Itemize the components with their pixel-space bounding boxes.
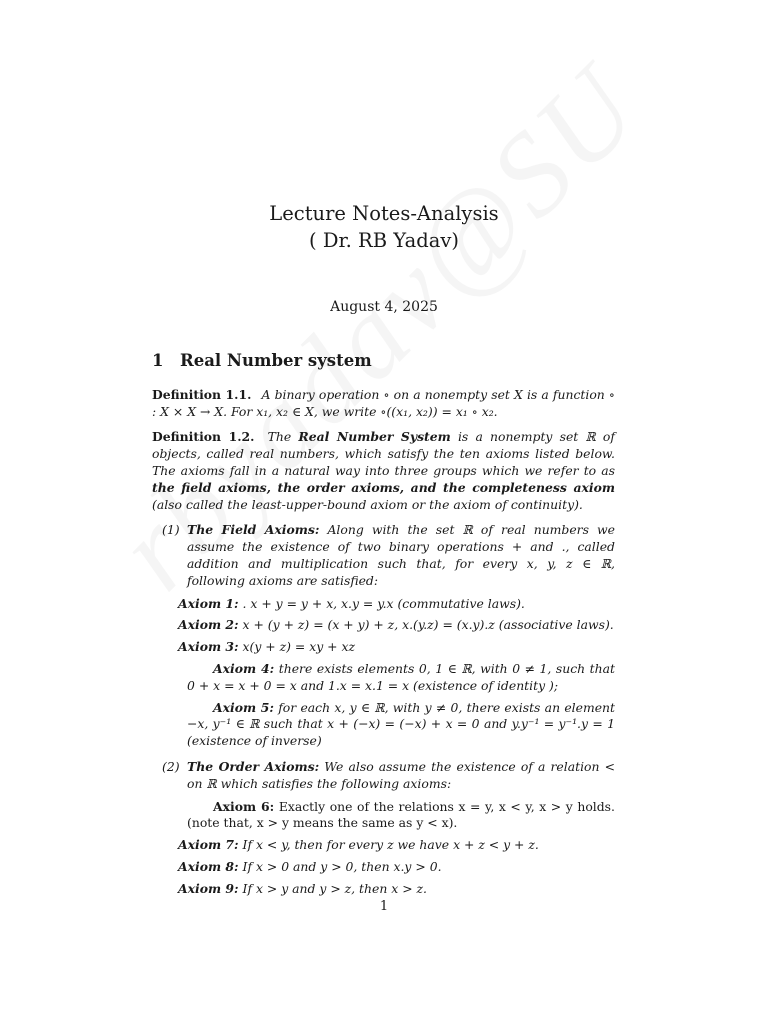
- item-heading: The Order Axioms:: [187, 758, 320, 774]
- axiom-label: Axiom 5:: [213, 699, 274, 715]
- axiom-text: If x > y and y > z, then x > z.: [242, 880, 427, 896]
- title-block: [0, 200, 768, 254]
- axiom-label: Axiom 1:: [178, 595, 239, 611]
- definition-emphasis: Real Number System: [298, 429, 451, 445]
- definition-text: The: [267, 429, 292, 445]
- axiom-text: there exists elements 0, 1 ∈ ℝ, with 0 ≠ 1, such that 0 + x = x + 0 = x and 1.x = x.1 = x (existence of identity );: [187, 660, 615, 693]
- item-text: We also assume the existence of a relation < on ℝ which satisfies the following axioms:: [187, 758, 615, 791]
- definition-text: (also called the least-upper-bound axiom or the axiom of continuity).: [152, 496, 583, 512]
- axiom-label: Axiom 3:: [178, 639, 239, 655]
- document-title: Lecture Notes-Analysis: [269, 202, 499, 225]
- axiom-7: [152, 837, 615, 854]
- document-date: August 4, 2025: [330, 299, 438, 315]
- axiom-8: [152, 859, 615, 876]
- axiom-label: Axiom 9:: [178, 880, 239, 896]
- axiom-text: If x > 0 and y > 0, then x.y > 0.: [242, 858, 442, 874]
- document-author: ( Dr. RB Yadav): [309, 229, 459, 252]
- axiom-4: [187, 661, 615, 695]
- definition-heading: Definition 1.1.: [152, 386, 252, 402]
- order-axioms-item: [152, 759, 615, 793]
- axiom-6: [187, 799, 615, 833]
- definition-1-1: [152, 387, 615, 421]
- axiom-1: [152, 596, 615, 613]
- definition-text: A binary operation ∘ on a nonempty set X is a function ∘ : X × X → X. For x₁, x₂ ∈ X, we write ∘((x₁, x₂)) = x₁ ∘ x₂.: [152, 386, 615, 419]
- axiom-text: for each x, y ∈ ℝ, with y ≠ 0, there exists an element −x, y⁻¹ ∈ ℝ such that x + (−x) = (−x) + x = 0 and y.y⁻¹ = y⁻¹.y = 1 (existence of inverse): [187, 699, 615, 749]
- definition-text: is a nonempty set ℝ of objects, called real numbers, which satisfy the ten axioms listed below. The axioms fall in a natural way into three groups which we refer to as: [152, 429, 615, 478]
- axiom-text: Exactly one of the relations x = y, x < y, x > y holds. (note that, x > y means the same as y < x).: [187, 798, 615, 831]
- axiom-text: x(y + z) = xy + xz: [242, 639, 356, 655]
- item-text: Along with the set ℝ of real numbers we assume the existence of two binary operations + and ., called addition and multiplication such that, for every x, y, z ∈ ℝ, following axioms are satisfied:: [187, 522, 615, 588]
- page-number: 1: [379, 899, 389, 914]
- document-body: [152, 353, 615, 903]
- section-number: 1: [152, 351, 164, 370]
- item-label: (1): [162, 522, 180, 538]
- axiom-5: [187, 700, 615, 750]
- section-heading: [152, 353, 615, 370]
- definition-heading: Definition 1.2.: [152, 429, 255, 445]
- axiom-9: [152, 881, 615, 898]
- axiom-text: If x < y, then for every z we have x + z < y + z.: [242, 837, 539, 853]
- axiom-2: [152, 617, 615, 634]
- section-title: Real Number system: [180, 351, 372, 370]
- axiom-label: Axiom 8:: [178, 858, 239, 874]
- axiom-3: [152, 639, 615, 656]
- field-axioms-item: [152, 522, 615, 589]
- axiom-text: . x + y = y + x, x.y = y.x (commutative laws).: [242, 595, 525, 611]
- item-label: (2): [162, 758, 180, 774]
- axiom-text: x + (y + z) = (x + y) + z, x.(y.z) = (x.y).z (associative laws).: [242, 617, 614, 633]
- axiom-label: Axiom 2:: [178, 617, 239, 633]
- definition-emphasis: the field axioms, the order axioms, and the completeness axiom: [152, 479, 615, 495]
- definition-1-2: [152, 429, 615, 513]
- item-heading: The Field Axioms:: [187, 522, 320, 538]
- axiom-label: Axiom 7:: [178, 837, 239, 853]
- axiom-label: Axiom 6:: [213, 798, 275, 814]
- axiom-label: Axiom 4:: [213, 660, 275, 676]
